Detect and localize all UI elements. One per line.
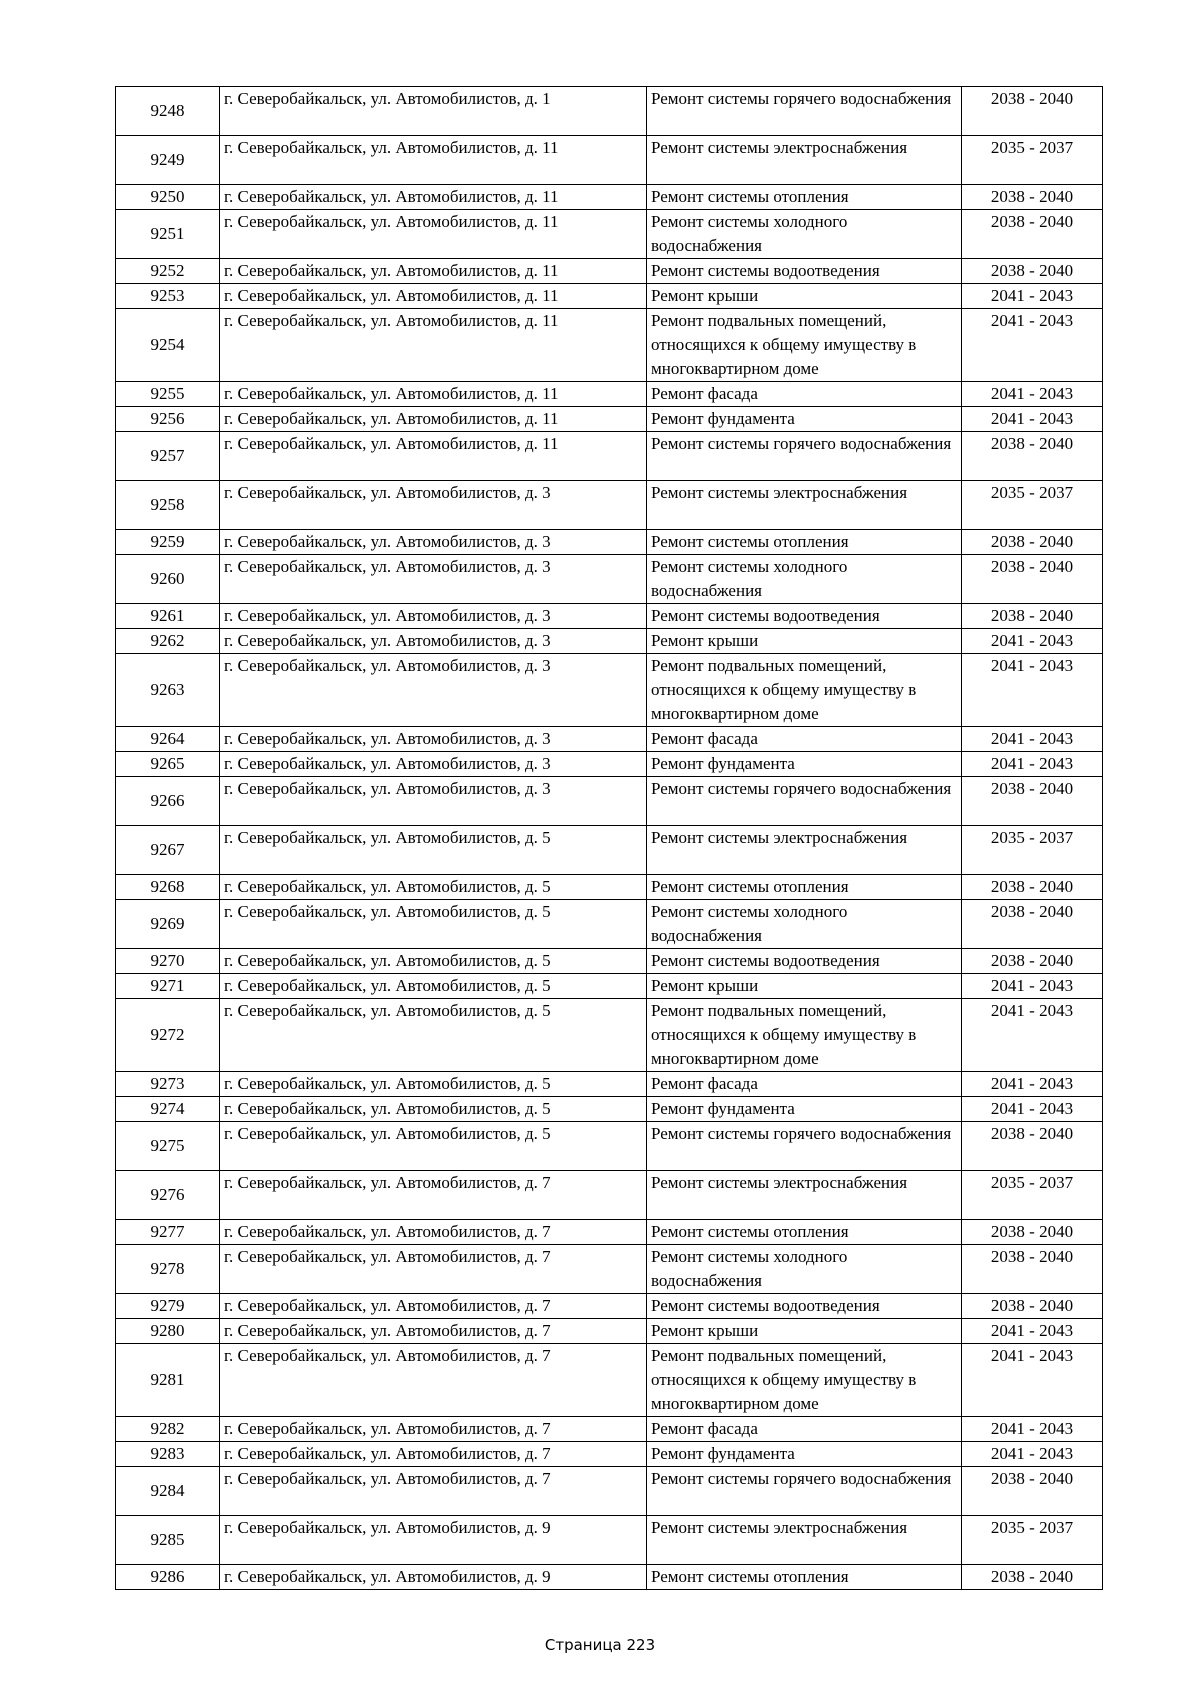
- row-work-type: Ремонт системы горячего водоснабжения: [647, 1467, 962, 1516]
- row-work-type: Ремонт системы холодного водоснабжения: [647, 555, 962, 604]
- table-row: [116, 555, 1103, 604]
- row-number: 9253: [116, 284, 220, 309]
- row-number: 9284: [116, 1467, 220, 1516]
- row-work-type: Ремонт фундамента: [647, 1442, 962, 1467]
- table-row: [116, 210, 1103, 259]
- table-row: [116, 382, 1103, 407]
- row-number: 9282: [116, 1417, 220, 1442]
- table-row: [116, 1319, 1103, 1344]
- row-period: 2038 - 2040: [962, 87, 1103, 136]
- row-number: 9256: [116, 407, 220, 432]
- row-address: г. Северобайкальск, ул. Автомобилистов, д. 11: [220, 432, 647, 481]
- row-period: 2038 - 2040: [962, 604, 1103, 629]
- row-number: 9262: [116, 629, 220, 654]
- table-row: [116, 974, 1103, 999]
- row-number: 9266: [116, 777, 220, 826]
- row-period: 2041 - 2043: [962, 284, 1103, 309]
- row-address: г. Северобайкальск, ул. Автомобилистов, д. 11: [220, 185, 647, 210]
- row-work-type: Ремонт системы горячего водоснабжения: [647, 777, 962, 826]
- row-work-type: Ремонт крыши: [647, 629, 962, 654]
- table-row: [116, 284, 1103, 309]
- row-period: 2041 - 2043: [962, 1417, 1103, 1442]
- row-address: г. Северобайкальск, ул. Автомобилистов, д. 5: [220, 999, 647, 1072]
- row-number: 9269: [116, 900, 220, 949]
- table-row: [116, 949, 1103, 974]
- row-period: 2038 - 2040: [962, 1294, 1103, 1319]
- row-address: г. Северобайкальск, ул. Автомобилистов, д. 5: [220, 1097, 647, 1122]
- row-number: 9285: [116, 1516, 220, 1565]
- row-work-type: Ремонт фасада: [647, 727, 962, 752]
- row-address: г. Северобайкальск, ул. Автомобилистов, д. 7: [220, 1220, 647, 1245]
- row-number: 9261: [116, 604, 220, 629]
- row-work-type: Ремонт фасада: [647, 382, 962, 407]
- row-period: 2038 - 2040: [962, 555, 1103, 604]
- row-number: 9265: [116, 752, 220, 777]
- row-number: 9286: [116, 1565, 220, 1590]
- row-number: 9268: [116, 875, 220, 900]
- row-period: 2038 - 2040: [962, 875, 1103, 900]
- row-address: г. Северобайкальск, ул. Автомобилистов, д. 11: [220, 309, 647, 382]
- row-address: г. Северобайкальск, ул. Автомобилистов, д. 7: [220, 1245, 647, 1294]
- row-period: 2038 - 2040: [962, 777, 1103, 826]
- row-number: 9258: [116, 481, 220, 530]
- row-number: 9259: [116, 530, 220, 555]
- row-number: 9267: [116, 826, 220, 875]
- row-period: 2041 - 2043: [962, 1097, 1103, 1122]
- table-row: [116, 87, 1103, 136]
- row-number: 9250: [116, 185, 220, 210]
- row-work-type: Ремонт системы холодного водоснабжения: [647, 1245, 962, 1294]
- row-period: 2035 - 2037: [962, 1171, 1103, 1220]
- row-work-type: Ремонт подвальных помещений, относящихся к общему имуществу в многоквартирном доме: [647, 654, 962, 727]
- row-work-type: Ремонт системы электроснабжения: [647, 481, 962, 530]
- row-work-type: Ремонт системы горячего водоснабжения: [647, 87, 962, 136]
- row-work-type: Ремонт системы отопления: [647, 185, 962, 210]
- row-period: 2035 - 2037: [962, 1516, 1103, 1565]
- table-row: [116, 136, 1103, 185]
- row-work-type: Ремонт системы отопления: [647, 1220, 962, 1245]
- row-period: 2041 - 2043: [962, 382, 1103, 407]
- row-address: г. Северобайкальск, ул. Автомобилистов, д. 3: [220, 530, 647, 555]
- row-period: 2041 - 2043: [962, 1344, 1103, 1417]
- row-work-type: Ремонт фундамента: [647, 1097, 962, 1122]
- row-number: 9279: [116, 1294, 220, 1319]
- row-period: 2041 - 2043: [962, 1072, 1103, 1097]
- row-address: г. Северобайкальск, ул. Автомобилистов, д. 3: [220, 727, 647, 752]
- row-period: 2041 - 2043: [962, 974, 1103, 999]
- row-number: 9255: [116, 382, 220, 407]
- row-period: 2038 - 2040: [962, 432, 1103, 481]
- row-number: 9275: [116, 1122, 220, 1171]
- row-period: 2041 - 2043: [962, 309, 1103, 382]
- table-row: [116, 1072, 1103, 1097]
- row-period: 2041 - 2043: [962, 1319, 1103, 1344]
- table-row: [116, 727, 1103, 752]
- table-row: [116, 629, 1103, 654]
- row-number: 9254: [116, 309, 220, 382]
- row-address: г. Северобайкальск, ул. Автомобилистов, д. 11: [220, 284, 647, 309]
- row-work-type: Ремонт системы электроснабжения: [647, 136, 962, 185]
- row-period: 2041 - 2043: [962, 629, 1103, 654]
- row-work-type: Ремонт системы водоотведения: [647, 949, 962, 974]
- row-address: г. Северобайкальск, ул. Автомобилистов, д. 5: [220, 875, 647, 900]
- row-period: 2038 - 2040: [962, 259, 1103, 284]
- row-work-type: Ремонт системы электроснабжения: [647, 826, 962, 875]
- table-row: [116, 1442, 1103, 1467]
- row-address: г. Северобайкальск, ул. Автомобилистов, д. 3: [220, 481, 647, 530]
- row-period: 2035 - 2037: [962, 136, 1103, 185]
- row-work-type: Ремонт системы горячего водоснабжения: [647, 432, 962, 481]
- row-period: 2041 - 2043: [962, 999, 1103, 1072]
- row-period: 2038 - 2040: [962, 185, 1103, 210]
- row-address: г. Северобайкальск, ул. Автомобилистов, д. 11: [220, 259, 647, 284]
- row-period: 2038 - 2040: [962, 530, 1103, 555]
- table-row: [116, 826, 1103, 875]
- table-row: [116, 1245, 1103, 1294]
- row-period: 2035 - 2037: [962, 481, 1103, 530]
- row-work-type: Ремонт системы холодного водоснабжения: [647, 900, 962, 949]
- row-work-type: Ремонт подвальных помещений, относящихся к общему имуществу в многоквартирном доме: [647, 1344, 962, 1417]
- table-row: [116, 1097, 1103, 1122]
- row-address: г. Северобайкальск, ул. Автомобилистов, д. 11: [220, 407, 647, 432]
- row-work-type: Ремонт системы холодного водоснабжения: [647, 210, 962, 259]
- table-row: [116, 654, 1103, 727]
- row-number: 9273: [116, 1072, 220, 1097]
- row-number: 9252: [116, 259, 220, 284]
- table-row: [116, 999, 1103, 1072]
- row-number: 9276: [116, 1171, 220, 1220]
- row-period: 2038 - 2040: [962, 949, 1103, 974]
- table-row: [116, 1344, 1103, 1417]
- page-number: Страница 223: [544, 1636, 656, 1654]
- row-address: г. Северобайкальск, ул. Автомобилистов, д. 11: [220, 136, 647, 185]
- row-work-type: Ремонт системы водоотведения: [647, 1294, 962, 1319]
- table-body: [116, 87, 1103, 1590]
- table-row: [116, 1294, 1103, 1319]
- row-work-type: Ремонт системы электроснабжения: [647, 1171, 962, 1220]
- row-number: 9251: [116, 210, 220, 259]
- row-number: 9278: [116, 1245, 220, 1294]
- table-row: [116, 875, 1103, 900]
- row-period: 2038 - 2040: [962, 1220, 1103, 1245]
- row-period: 2038 - 2040: [962, 1565, 1103, 1590]
- row-address: г. Северобайкальск, ул. Автомобилистов, д. 11: [220, 210, 647, 259]
- row-work-type: Ремонт системы водоотведения: [647, 604, 962, 629]
- table-row: [116, 432, 1103, 481]
- row-address: г. Северобайкальск, ул. Автомобилистов, д. 9: [220, 1516, 647, 1565]
- row-period: 2038 - 2040: [962, 900, 1103, 949]
- row-work-type: Ремонт системы отопления: [647, 530, 962, 555]
- row-work-type: Ремонт подвальных помещений, относящихся к общему имуществу в многоквартирном доме: [647, 999, 962, 1072]
- repair-schedule-table: [115, 86, 1103, 1590]
- table-row: [116, 259, 1103, 284]
- row-address: г. Северобайкальск, ул. Автомобилистов, д. 5: [220, 900, 647, 949]
- row-period: 2041 - 2043: [962, 654, 1103, 727]
- row-address: г. Северобайкальск, ул. Автомобилистов, д. 7: [220, 1344, 647, 1417]
- row-address: г. Северобайкальск, ул. Автомобилистов, д. 5: [220, 826, 647, 875]
- row-work-type: Ремонт фасада: [647, 1417, 962, 1442]
- row-work-type: Ремонт системы электроснабжения: [647, 1516, 962, 1565]
- row-address: г. Северобайкальск, ул. Автомобилистов, д. 11: [220, 382, 647, 407]
- row-address: г. Северобайкальск, ул. Автомобилистов, д. 3: [220, 654, 647, 727]
- row-number: 9277: [116, 1220, 220, 1245]
- table-row: [116, 1220, 1103, 1245]
- row-number: 9260: [116, 555, 220, 604]
- table-row: [116, 777, 1103, 826]
- row-period: 2041 - 2043: [962, 752, 1103, 777]
- row-number: 9271: [116, 974, 220, 999]
- row-number: 9264: [116, 727, 220, 752]
- table-row: [116, 1122, 1103, 1171]
- row-period: 2038 - 2040: [962, 1467, 1103, 1516]
- row-work-type: Ремонт крыши: [647, 1319, 962, 1344]
- table-row: [116, 1467, 1103, 1516]
- row-work-type: Ремонт подвальных помещений, относящихся к общему имуществу в многоквартирном доме: [647, 309, 962, 382]
- table-row: [116, 752, 1103, 777]
- row-period: 2038 - 2040: [962, 1122, 1103, 1171]
- row-address: г. Северобайкальск, ул. Автомобилистов, д. 7: [220, 1467, 647, 1516]
- row-address: г. Северобайкальск, ул. Автомобилистов, д. 7: [220, 1442, 647, 1467]
- row-address: г. Северобайкальск, ул. Автомобилистов, д. 3: [220, 777, 647, 826]
- row-address: г. Северобайкальск, ул. Автомобилистов, д. 3: [220, 604, 647, 629]
- row-address: г. Северобайкальск, ул. Автомобилистов, д. 3: [220, 629, 647, 654]
- row-address: г. Северобайкальск, ул. Автомобилистов, д. 7: [220, 1319, 647, 1344]
- row-work-type: Ремонт системы отопления: [647, 875, 962, 900]
- row-number: 9249: [116, 136, 220, 185]
- row-address: г. Северобайкальск, ул. Автомобилистов, д. 5: [220, 949, 647, 974]
- row-address: г. Северобайкальск, ул. Автомобилистов, д. 7: [220, 1171, 647, 1220]
- table-row: [116, 900, 1103, 949]
- row-work-type: Ремонт крыши: [647, 974, 962, 999]
- table-row: [116, 530, 1103, 555]
- row-address: г. Северобайкальск, ул. Автомобилистов, д. 5: [220, 1122, 647, 1171]
- row-period: 2035 - 2037: [962, 826, 1103, 875]
- row-address: г. Северобайкальск, ул. Автомобилистов, д. 1: [220, 87, 647, 136]
- row-address: г. Северобайкальск, ул. Автомобилистов, д. 3: [220, 752, 647, 777]
- table-row: [116, 185, 1103, 210]
- row-period: 2041 - 2043: [962, 1442, 1103, 1467]
- table-row: [116, 481, 1103, 530]
- row-work-type: Ремонт фундамента: [647, 752, 962, 777]
- row-number: 9257: [116, 432, 220, 481]
- table-row: [116, 1516, 1103, 1565]
- row-address: г. Северобайкальск, ул. Автомобилистов, д. 5: [220, 1072, 647, 1097]
- row-address: г. Северобайкальск, ул. Автомобилистов, д. 7: [220, 1294, 647, 1319]
- table-row: [116, 604, 1103, 629]
- row-number: 9283: [116, 1442, 220, 1467]
- row-work-type: Ремонт системы водоотведения: [647, 259, 962, 284]
- row-address: г. Северобайкальск, ул. Автомобилистов, д. 7: [220, 1417, 647, 1442]
- row-work-type: Ремонт системы отопления: [647, 1565, 962, 1590]
- row-period: 2038 - 2040: [962, 1245, 1103, 1294]
- row-address: г. Северобайкальск, ул. Автомобилистов, д. 3: [220, 555, 647, 604]
- table-row: [116, 1171, 1103, 1220]
- table-row: [116, 1565, 1103, 1590]
- row-period: 2041 - 2043: [962, 727, 1103, 752]
- row-number: 9248: [116, 87, 220, 136]
- table-row: [116, 1417, 1103, 1442]
- row-address: г. Северобайкальск, ул. Автомобилистов, д. 5: [220, 974, 647, 999]
- table-row: [116, 309, 1103, 382]
- row-work-type: Ремонт фундамента: [647, 407, 962, 432]
- row-work-type: Ремонт крыши: [647, 284, 962, 309]
- row-number: 9270: [116, 949, 220, 974]
- row-address: г. Северобайкальск, ул. Автомобилистов, д. 9: [220, 1565, 647, 1590]
- row-work-type: Ремонт системы горячего водоснабжения: [647, 1122, 962, 1171]
- table-row: [116, 407, 1103, 432]
- row-number: 9280: [116, 1319, 220, 1344]
- row-work-type: Ремонт фасада: [647, 1072, 962, 1097]
- row-period: 2038 - 2040: [962, 210, 1103, 259]
- row-period: 2041 - 2043: [962, 407, 1103, 432]
- row-number: 9263: [116, 654, 220, 727]
- row-number: 9281: [116, 1344, 220, 1417]
- row-number: 9274: [116, 1097, 220, 1122]
- row-number: 9272: [116, 999, 220, 1072]
